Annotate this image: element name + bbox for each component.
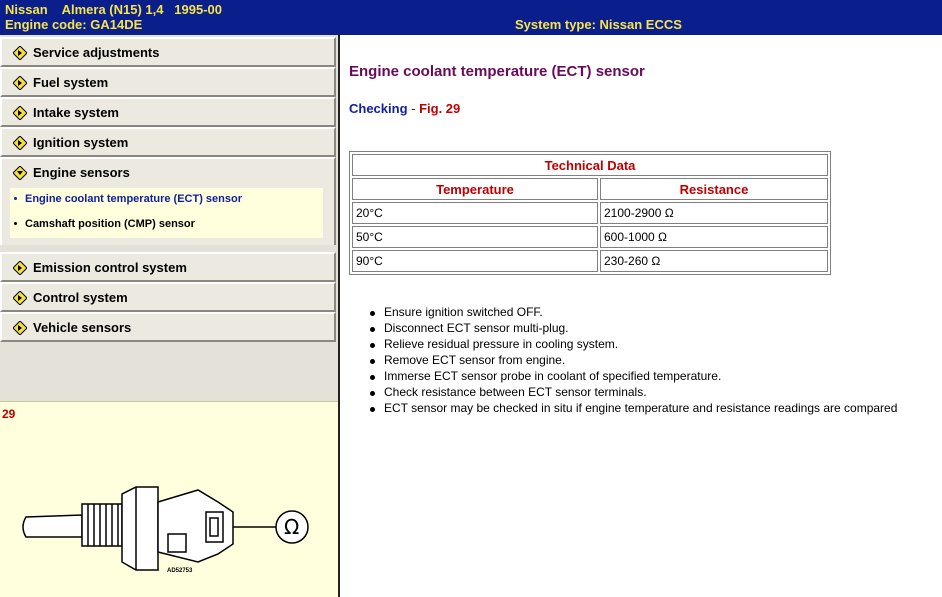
diamond-arrow-right-icon xyxy=(13,46,27,60)
table-cell: 90°C xyxy=(352,250,598,272)
vehicle-title: Nissan Almera (N15) 1,4 1995-00 xyxy=(5,2,223,17)
diamond-arrow-down-icon xyxy=(13,166,27,180)
sidebar xyxy=(0,35,338,401)
system-type: System type: Nissan ECCS xyxy=(515,17,682,32)
table-row xyxy=(352,250,828,272)
column-header-resistance: Resistance xyxy=(600,178,828,200)
sidebar-item-label: Control system xyxy=(33,290,128,305)
sidebar-item-label: Vehicle sensors xyxy=(33,320,132,335)
sidebar-item-vehicle-sensors[interactable] xyxy=(0,312,336,342)
list-item: Disconnect ECT sensor multi-plug. xyxy=(384,321,897,337)
procedure-steps xyxy=(384,305,897,417)
checking-heading xyxy=(349,101,460,116)
table-cell: 2100-2900 Ω xyxy=(600,202,828,224)
figure-code: AD52753 xyxy=(167,568,193,574)
list-item: Check resistance between ECT sensor terminals. xyxy=(384,385,897,401)
sidebar-item-control-system[interactable] xyxy=(0,282,336,312)
figure-panel xyxy=(0,401,338,597)
checking-separator: - xyxy=(407,101,420,116)
sidebar-item-label: Emission control system xyxy=(33,260,187,275)
table-cell: 50°C xyxy=(352,226,598,248)
list-item: Ensure ignition switched OFF. xyxy=(384,305,897,321)
list-item: Remove ECT sensor from engine. xyxy=(384,353,897,369)
figure-link[interactable]: Fig. 29 xyxy=(419,101,461,116)
table-cell: 600-1000 Ω xyxy=(600,226,828,248)
bullet-icon xyxy=(14,197,17,200)
diamond-arrow-right-icon xyxy=(13,106,27,120)
column-header-temperature: Temperature xyxy=(352,178,598,200)
diamond-arrow-right-icon xyxy=(13,136,27,150)
list-item: ECT sensor may be checked in situ if engine temperature and resistance readings are compared xyxy=(384,401,898,415)
sidebar-item-label: Intake system xyxy=(33,105,119,120)
sidebar-item-fuel-system[interactable] xyxy=(0,67,336,97)
sidebar-item-intake-system[interactable] xyxy=(0,97,336,127)
sidebar-item-emission-control-system[interactable] xyxy=(0,252,336,282)
diamond-arrow-right-icon xyxy=(13,76,27,90)
submenu-item-cmp-sensor[interactable]: Camshaft position (CMP) sensor xyxy=(14,218,195,230)
diamond-arrow-right-icon xyxy=(13,321,27,335)
sidebar-item-label: Service adjustments xyxy=(33,45,160,60)
page-title: Engine coolant temperature (ECT) sensor xyxy=(349,63,645,80)
main-content xyxy=(340,35,942,597)
engine-code: Engine code: GA14DE xyxy=(5,17,143,32)
sidebar-item-label: Engine sensors xyxy=(33,165,130,180)
table-cell: 230-260 Ω xyxy=(600,250,828,272)
figure-number: 29 xyxy=(2,407,16,421)
svg-text:Ω: Ω xyxy=(284,515,300,539)
bullet-icon xyxy=(14,222,17,225)
list-item: Immerse ECT sensor probe in coolant of specified temperature. xyxy=(384,369,897,385)
diamond-arrow-right-icon xyxy=(13,291,27,305)
sidebar-item-service-adjustments[interactable] xyxy=(0,37,336,67)
table-cell: 20°C xyxy=(352,202,598,224)
title-bar xyxy=(0,0,942,35)
diamond-arrow-right-icon xyxy=(13,261,27,275)
table-caption: Technical Data xyxy=(352,154,828,176)
sensor-submenu xyxy=(10,188,323,238)
submenu-item-ect-sensor[interactable]: Engine coolant temperature (ECT) sensor xyxy=(14,193,242,205)
technical-data-table xyxy=(349,151,831,275)
table-row xyxy=(352,202,828,224)
list-item: Relieve residual pressure in cooling system. xyxy=(384,337,897,353)
sidebar-item-label: Ignition system xyxy=(33,135,129,150)
checking-label: Checking xyxy=(349,101,408,116)
sidebar-item-ignition-system[interactable] xyxy=(0,127,336,157)
table-row xyxy=(352,226,828,248)
sidebar-item-label: Fuel system xyxy=(33,75,109,90)
ect-sensor-diagram xyxy=(18,482,318,582)
